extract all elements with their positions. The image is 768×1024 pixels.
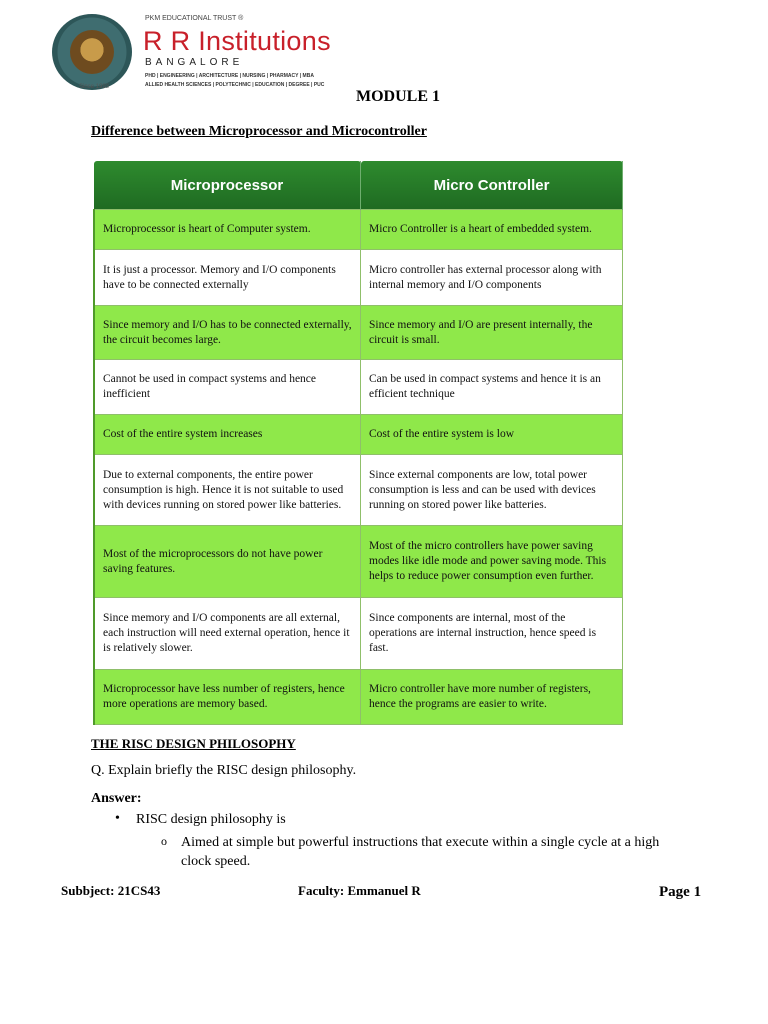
table-cell: Since components are internal, most of the operations are internal instruction, hence speed is fast.: [361, 598, 623, 670]
sub-bullet-icon: o: [161, 834, 167, 848]
table-cell: Can be used in compact systems and hence it is an efficient technique: [361, 360, 623, 415]
table-row: [94, 210, 623, 250]
table-cell: Since memory and I/O are present internally, the circuit is small.: [361, 306, 623, 360]
table-cell: It is just a processor. Memory and I/O components have to be connected externally: [94, 250, 361, 306]
table-cell: Since external components are low, total power consumption is less and can be used with devices running on stored power like batteries.: [361, 455, 623, 526]
footer-page-number: Page 1: [659, 884, 702, 900]
table-cell: Microprocessor is heart of Computer system.: [94, 210, 361, 250]
institution-seal-logo: [52, 14, 132, 90]
institution-city: BANGALORE: [145, 57, 244, 68]
table-row: [94, 455, 623, 526]
courses-line-1: PHD | ENGINEERING | ARCHITECTURE | NURSING | PHARMACY | MBA: [145, 73, 314, 79]
table-cell: Since memory and I/O components are all external, each instruction will need external operation, hence it is relatively slower.: [94, 598, 361, 670]
table-row: [94, 250, 623, 306]
column-header-microprocessor: Microprocessor: [94, 161, 361, 210]
courses-line-2: ALLIED HEALTH SCIENCES | POLYTECHNIC | EDUCATION | DEGREE | PUC: [145, 82, 325, 88]
table-cell: Micro controller have more number of registers, hence the programs are easier to write.: [361, 670, 623, 725]
institution-courses: [145, 72, 340, 90]
table-header-row: [94, 161, 623, 210]
table-cell: Due to external components, the entire power consumption is high. Hence it is not suitable to used with devices running on stored power like batteries.: [94, 455, 361, 526]
section-title: Difference between Microprocessor and Microcontroller: [91, 124, 427, 139]
bullet-icon: •: [115, 811, 120, 826]
table-cell: Cannot be used in compact systems and hence inefficient: [94, 360, 361, 415]
risc-heading: THE RISC DESIGN PHILOSOPHY: [91, 736, 296, 751]
institution-name: R R Institutions: [143, 26, 331, 56]
table-row: [94, 360, 623, 415]
answer-label: Answer:: [91, 791, 142, 806]
table-cell: Micro controller has external processor along with internal memory and I/O components: [361, 250, 623, 306]
trust-name: PKM EDUCATIONAL TRUST ®: [145, 15, 244, 22]
table-cell: Most of the microprocessors do not have power saving features.: [94, 526, 361, 598]
sub-bullet-text: Aimed at simple but powerful instructions that execute within a single cycle at a high clock speed.: [181, 835, 660, 869]
bullet-text: RISC design philosophy is: [136, 812, 286, 827]
footer-faculty: Faculty: Emmanuel R: [298, 883, 421, 898]
table-row: [94, 306, 623, 360]
footer-subject: Subbject: 21CS43: [61, 883, 161, 898]
question-text: Q. Explain briefly the RISC design philosophy.: [91, 763, 357, 778]
table-row: [94, 415, 623, 455]
table-row: [94, 598, 623, 670]
comparison-table: [93, 161, 623, 725]
table-row: [94, 670, 623, 725]
table-cell: Cost of the entire system is low: [361, 415, 623, 455]
table-cell: Microprocessor have less number of registers, hence more operations are memory based.: [94, 670, 361, 725]
table-cell: Most of the micro controllers have power saving modes like idle mode and power saving mode. This helps to reduce power consumption even further.: [361, 526, 623, 598]
table-cell: Cost of the entire system increases: [94, 415, 361, 455]
column-header-microcontroller: Micro Controller: [361, 161, 623, 210]
module-title: MODULE 1: [356, 88, 440, 105]
table-cell: Micro Controller is a heart of embedded system.: [361, 210, 623, 250]
logo-since-text: Since 1993: [78, 84, 110, 90]
table-cell: Since memory and I/O has to be connected externally, the circuit becomes large.: [94, 306, 361, 360]
table-row: [94, 526, 623, 598]
